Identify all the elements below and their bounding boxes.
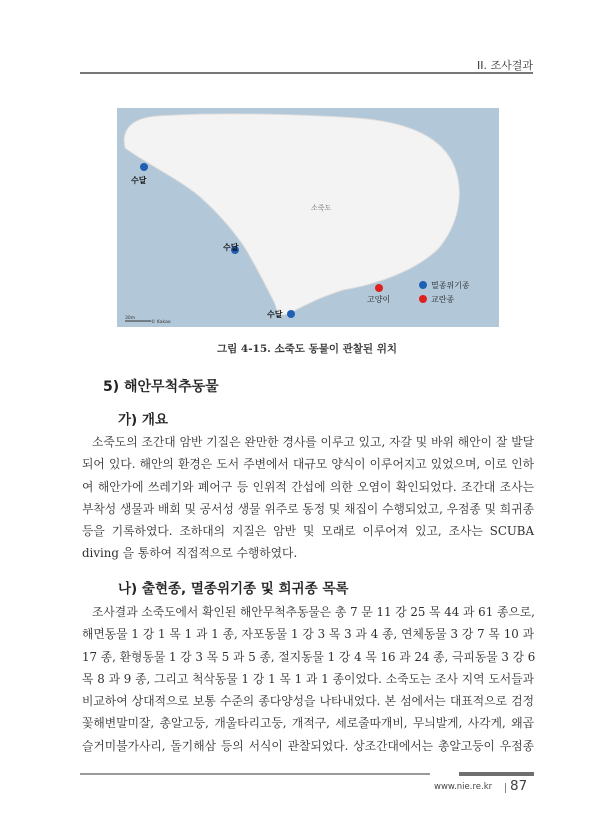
text-line: 목 8 과 9 종, 그리고 척삭동물 1 강 1 목 1 과 1 종이었다. 소죽도는 조사 지역 도서들과	[82, 671, 534, 686]
text-line: 부착성 생물과 배회 및 공서성 생물 위주로 동정 및 채집이 수행되었고, 우점종 및 희귀종	[82, 501, 534, 516]
footer-rule	[80, 773, 430, 775]
text-line: 17 종, 환형동물 1 강 3 목 5 과 5 종, 절지동물 1 강 4 목 16 과 24 종, 극피동물 3 강 6	[82, 649, 536, 664]
site-label: 수달	[267, 310, 283, 319]
text-line: 되어 있다. 해안의 환경은 도서 주변에서 대규모 양식이 이루어지고 있었으며, 이로 인하	[82, 457, 534, 472]
paragraph-overview	[82, 431, 534, 565]
section-heading: 5) 해안무척추동물	[103, 379, 219, 395]
legend-dot-endangered	[419, 281, 427, 289]
text-line: 여 해안가에 쓰레기와 폐어구 등 인위적 간섭에 의한 오염이 확인되었다. 조간대 조사는	[82, 479, 534, 494]
page-number: 87	[510, 778, 528, 794]
legend-label-endangered: 멸종위기종	[431, 281, 470, 290]
site-label: 수달	[131, 176, 147, 185]
site-label: 수달	[223, 243, 239, 252]
island-label: 소죽도	[311, 204, 332, 212]
text-line: diving 을 통하여 직접적으로 수행하였다.	[82, 546, 298, 561]
text-line: 비교하여 상대적으로 보통 수준의 종다양성을 나타내었다. 본 섬에서는 대표적으로 검정	[82, 694, 534, 709]
text-line: 소죽도의 조간대 암반 기질은 완만한 경사를 이루고 있고, 자갈 및 바위 해안이 잘 발달	[92, 435, 534, 449]
island-shape	[124, 114, 459, 315]
legend-label-invasive: 교란종	[431, 295, 455, 304]
subsection-heading-species: 나) 출현종, 멸종위기종 및 희귀종 목록	[118, 581, 349, 597]
footer-rule-accent	[459, 772, 534, 776]
text-line: 등을 기록하였다. 조하대의 지질은 암반 및 모래로 이루어져 있고, 조사는 SCUBA	[82, 524, 534, 539]
figure-caption: 그림 4-15. 소죽도 동물이 관찰된 위치	[216, 343, 398, 355]
legend-dot-invasive	[419, 295, 427, 303]
otter-site-dot	[287, 310, 295, 318]
cat-site-dot	[375, 284, 383, 292]
paragraph-species	[82, 601, 534, 757]
footer-separator	[505, 783, 506, 793]
running-header: II. 조사결과	[477, 59, 533, 72]
text-line: 해면동물 1 강 1 목 1 과 1 종, 자포동물 1 강 3 목 3 과 4 종, 연체동물 3 강 7 목 10 과	[82, 627, 534, 642]
text-line: 조사결과 소죽도에서 확인된 해안무척추동물은 총 7 문 11 강 25 목 44 과 61 종으로,	[92, 605, 535, 619]
header-rule	[80, 72, 533, 74]
otter-site-dot	[140, 163, 148, 171]
scale-label: 30m	[125, 316, 136, 321]
text-line: 슬거미불가사리, 돌기해삼 등의 서식이 관찰되었다. 상조간대에서는 총알고둥이 우점종	[82, 738, 534, 753]
text-line: 꽃해변말미잘, 총알고둥, 개울타리고둥, 개적구, 세로줄따개비, 무늬발게, 사각게, 왜곱	[82, 716, 534, 731]
footer-url: www.nie.re.kr	[434, 782, 493, 792]
subsection-heading-overview: 가) 개요	[118, 412, 168, 428]
site-label-cat: 고양이	[367, 295, 391, 304]
figure-map	[117, 108, 499, 327]
map-credit: © Kakao	[151, 320, 171, 325]
